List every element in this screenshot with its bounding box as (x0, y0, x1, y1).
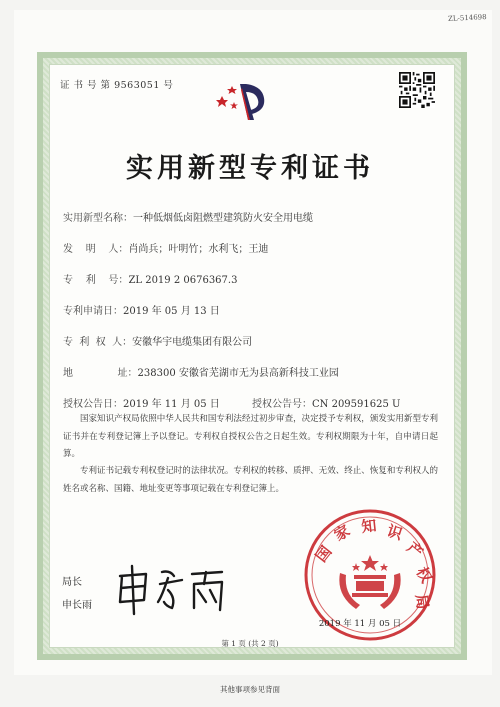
qr-code-icon (399, 72, 435, 108)
certificate-number: 证 书 号 第 9563051 号 (60, 80, 174, 91)
utility-model-name-label: 实用新型名称： (63, 213, 133, 224)
utility-model-name-value: 一种低烟低卤阻燃型建筑防火安全用电缆 (133, 213, 313, 224)
footer-note: 其他事项参见背面 (220, 685, 280, 694)
filing-date-label: 专利申请日： (63, 306, 123, 317)
filing-date-value: 2019 年 05 月 13 日 (123, 306, 220, 317)
patent-number-value: ZL 2019 2 0676367.3 (128, 275, 238, 286)
svg-text:局: 局 (412, 593, 430, 611)
grant-date-row (63, 395, 220, 410)
patentee-label: 专 利 权 人： (63, 337, 133, 348)
handwritten-reference: ZL-514698 (447, 12, 487, 24)
handwritten-signature-icon (110, 562, 260, 617)
commissioner-title: 局长 (62, 577, 82, 588)
grant-number-row (252, 395, 400, 410)
patentee-value: 安徽华宇电缆集团有限公司 (132, 337, 253, 348)
address-label: 地 址： (63, 368, 138, 379)
cnipa-logo-icon (212, 80, 270, 122)
svg-text:国: 国 (313, 543, 336, 566)
grant-number-label: 授权公告号： (252, 399, 312, 410)
address-value: 238300 安徽省芜湖市无为县高新科技工业园 (137, 368, 339, 379)
grant-date-value: 2019 年 11 月 05 日 (123, 399, 220, 410)
patent-number-row (63, 271, 237, 286)
certificate-title: 实用新型专利证书 (126, 153, 374, 184)
inventor-row (63, 240, 268, 255)
seal-date: 2019 年 11 月 05 日 (318, 619, 402, 629)
utility-model-name-row (63, 209, 313, 224)
svg-text:识: 识 (384, 523, 404, 544)
commissioner-name: 申长雨 (62, 600, 92, 611)
patentee-row (63, 333, 252, 348)
grant-number-value: CN 209591625 U (312, 399, 401, 410)
grant-statement: 国家知识产权局依照中华人民共和国专利法经过初步审查，决定授予专利权，颁发实用新型专利证书并在专利登记簿上予以登记。专利权自授权公告之日起生效。专利权期限为十年，自申请日起算。 (63, 414, 438, 459)
svg-text:知: 知 (360, 518, 378, 536)
inventor-value: 肖尚兵；叶明竹；水利飞；王迪 (128, 244, 269, 255)
filing-date-row (63, 302, 220, 317)
svg-text:权: 权 (412, 565, 434, 587)
grant-date-label: 授权公告日： (63, 399, 123, 410)
page-indicator: 第 1 页 (共 2 页) (221, 639, 279, 648)
svg-text:产: 产 (403, 539, 426, 562)
svg-text:家: 家 (332, 523, 354, 545)
inventor-label: 发 明 人： (63, 244, 129, 255)
patent-number-label: 专 利 号： (63, 275, 129, 286)
address-row (63, 364, 339, 379)
register-statement: 专利证书记载专利权登记时的法律状况。专利权的转移、质押、无效、终止、恢复和专利权人的姓名或名称、国籍、地址变更等事项记载在专利登记簿上。 (63, 466, 438, 494)
